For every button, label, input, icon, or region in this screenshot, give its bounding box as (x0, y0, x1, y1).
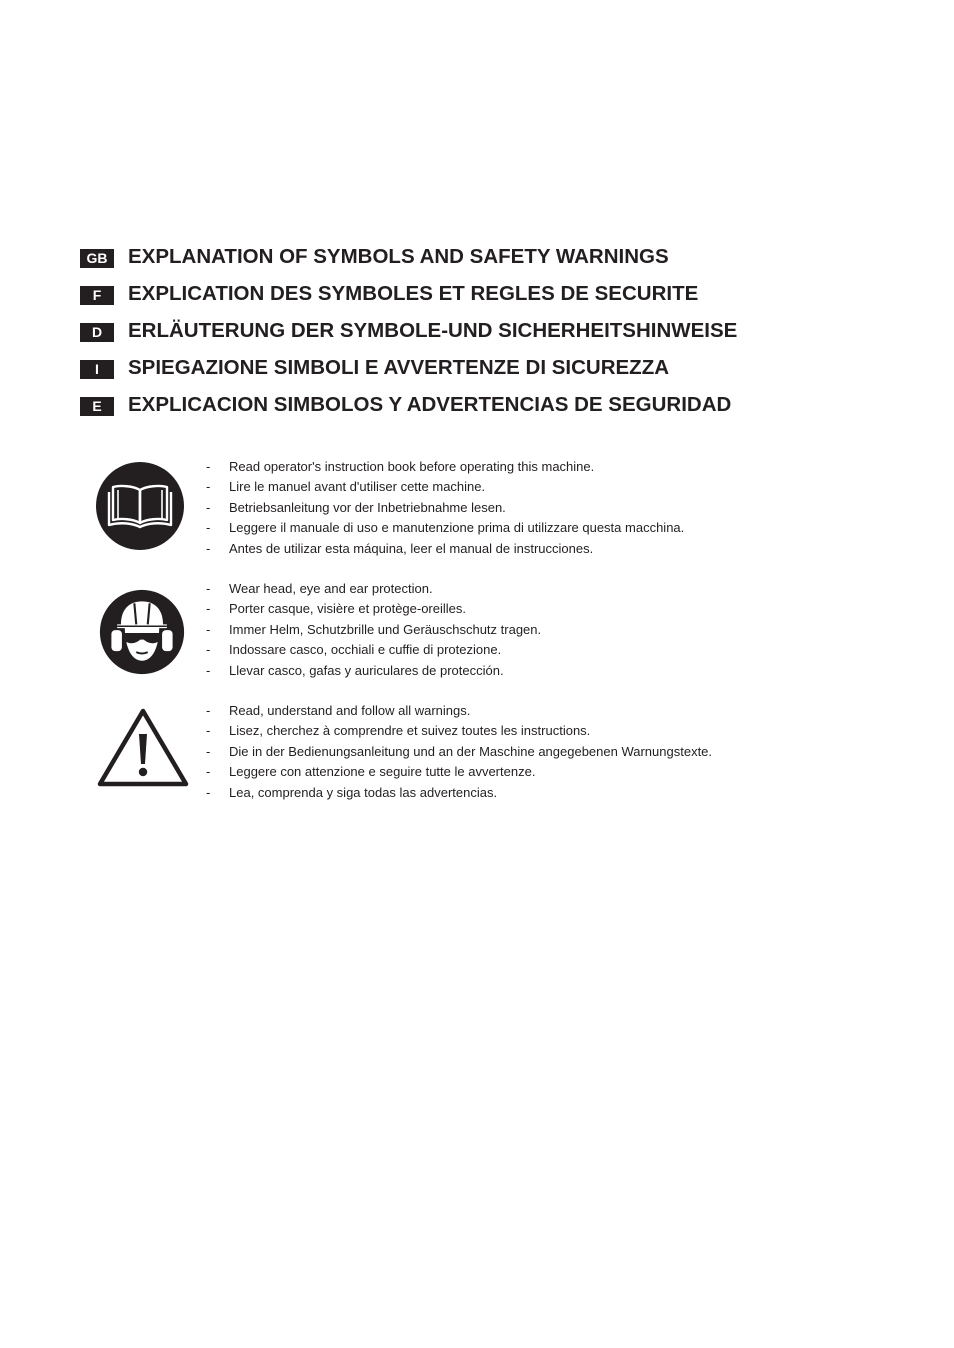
heading-e (80, 386, 900, 423)
list-item: - Leggere con attenzione e seguire tutte le avvertenze. (206, 764, 536, 780)
symbol-sections (80, 456, 900, 822)
heading-gb (80, 238, 900, 275)
heading-title-d: ERLÄUTERUNG DER SYMBOLE-UND SICHERHEITSHINWEISE (128, 318, 738, 342)
heading-i (80, 349, 900, 386)
warning-triangle-icon (96, 706, 190, 790)
head-eye-ear-protection-icon (98, 588, 186, 676)
heading-d (80, 312, 900, 349)
list-item: - Llevar casco, gafas y auriculares de protección. (206, 662, 504, 678)
heading-f (80, 275, 900, 312)
list-item: - Die in der Bedienungsanleitung und an der Maschine angegebenen Warnungstexte. (206, 743, 713, 759)
language-badge-f: F (80, 286, 114, 305)
heading-title-gb: EXPLANATION OF SYMBOLS AND SAFETY WARNINGS (128, 244, 669, 268)
language-badge-d: D (80, 323, 114, 342)
instruction-book-icon (94, 460, 186, 552)
symbol-section-warning (80, 700, 900, 822)
symbol-section-protection (80, 578, 900, 700)
list-item: - Leggere il manuale di uso e manutenzione prima di utilizzare questa macchina. (206, 520, 685, 536)
section-headings (80, 238, 900, 423)
language-badge-gb: GB (80, 249, 114, 268)
list-item: - Betriebsanleitung vor der Inbetriebnahme lesen. (206, 499, 506, 515)
language-badge-e: E (80, 397, 114, 416)
warning-lines (206, 701, 712, 803)
list-item: - Antes de utilizar esta máquina, leer el manual de instrucciones. (206, 540, 594, 556)
protection-lines (206, 579, 541, 681)
symbol-section-instruction-book (80, 456, 900, 578)
list-item: - Porter casque, visière et protège-oreilles. (206, 601, 467, 617)
list-item: - Wear head, eye and ear protection. (206, 581, 433, 596)
list-item: - Lisez, cherchez à comprendre et suivez toutes les instructions. (206, 723, 591, 739)
list-item: - Indossare casco, occhiali e cuffie di protezione. (206, 642, 502, 658)
list-item: - Read operator's instruction book before operating this machine. (206, 459, 595, 474)
list-item: - Immer Helm, Schutzbrille und Geräuschschutz tragen. (206, 621, 542, 637)
list-item: - Read, understand and follow all warnings. (206, 703, 471, 718)
language-badge-i: I (80, 360, 114, 379)
list-item: - Lire le manuel avant d'utiliser cette machine. (206, 479, 486, 495)
heading-title-i: SPIEGAZIONE SIMBOLI E AVVERTENZE DI SICUREZZA (128, 355, 670, 379)
list-item: - Lea, comprenda y siga todas las advertencias. (206, 784, 498, 800)
instruction-book-lines (206, 457, 684, 559)
heading-title-f: EXPLICATION DES SYMBOLES ET REGLES DE SECURITE (128, 281, 699, 305)
heading-title-e: EXPLICACION SIMBOLOS Y ADVERTENCIAS DE SEGURIDAD (128, 392, 732, 416)
